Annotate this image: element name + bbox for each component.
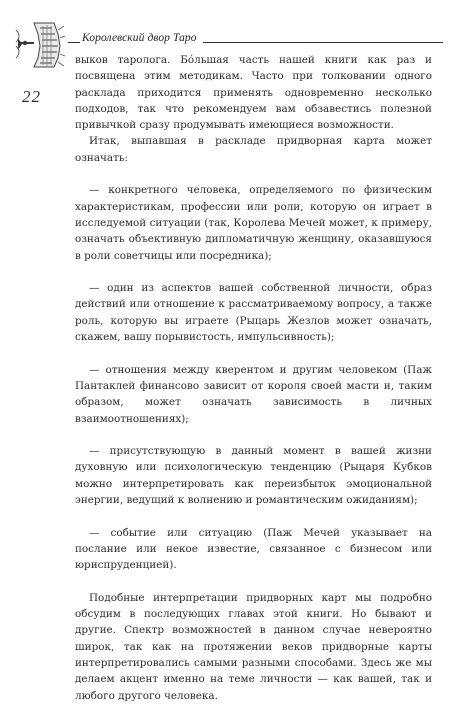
list-item: — присутствующую в данный момент в вашей жизни духовную или психологическую тенденцию (Рыцаря Кубков можно интерпретировать как переизбыток эмоциональной энергии, ведущий к волнению и романтическим ожиданиям); — [75, 445, 432, 507]
list-item: — один из аспектов вашей собственной личности, образ действий или отношение к рассматриваемому вопросу, а также роль, которую вы играете (Рыцарь Жезлов может означать, скажем, вашу порывистость, импульсивность); — [75, 282, 432, 344]
running-title: Королевский двор Таро — [80, 32, 203, 44]
paragraph: Итак, выпавшая в раскладе придворная карта может означать: — [75, 135, 432, 164]
list-item: — конкретного человека, определяемого по физическим характеристикам, профессии или роли, которую он играет в исследуемой ситуации (так, Королева Мечей может, к примеру, означать объективную дипломатичную женщину, оказавшуюся в роли советчицы или посредника); — [75, 184, 432, 262]
page-number: 22 — [22, 87, 41, 106]
tarot-emblem-icon — [14, 20, 66, 70]
list-item: — отношения между кверентом и другим человеком (Паж Пантаклей финансово зависит от короля своей масти и, таким образом, может означать зависимость в личных взаимоотношениях); — [75, 363, 432, 425]
body-text — [75, 52, 432, 704]
paragraph: выков таролога. Бо́льшая часть нашей книги как раз и посвящена этим методикам. Часто при толковании одного расклада приходится применять одновременно несколько подходов, так что рекомендуем вам обзавестись полезной привычкой сразу продумывать имеющиеся возможности. — [75, 54, 432, 132]
paragraph: Подобные интерпретации придворных карт мы подробно обсудим в последующих главах этой книги. Но бывают и другие. Спектр возможностей в данном случае невероятно широк, так как на протяжении веков придворные карты интерпретировались самыми разными способами. Здесь же мы делаем акцент именно на теме личности — как вашей, так и любого другого человека. — [75, 591, 432, 702]
list-item: — событие или ситуацию (Паж Мечей указывает на послание или некое известие, связанное с бизнесом или юриспруденцией). — [75, 526, 432, 572]
